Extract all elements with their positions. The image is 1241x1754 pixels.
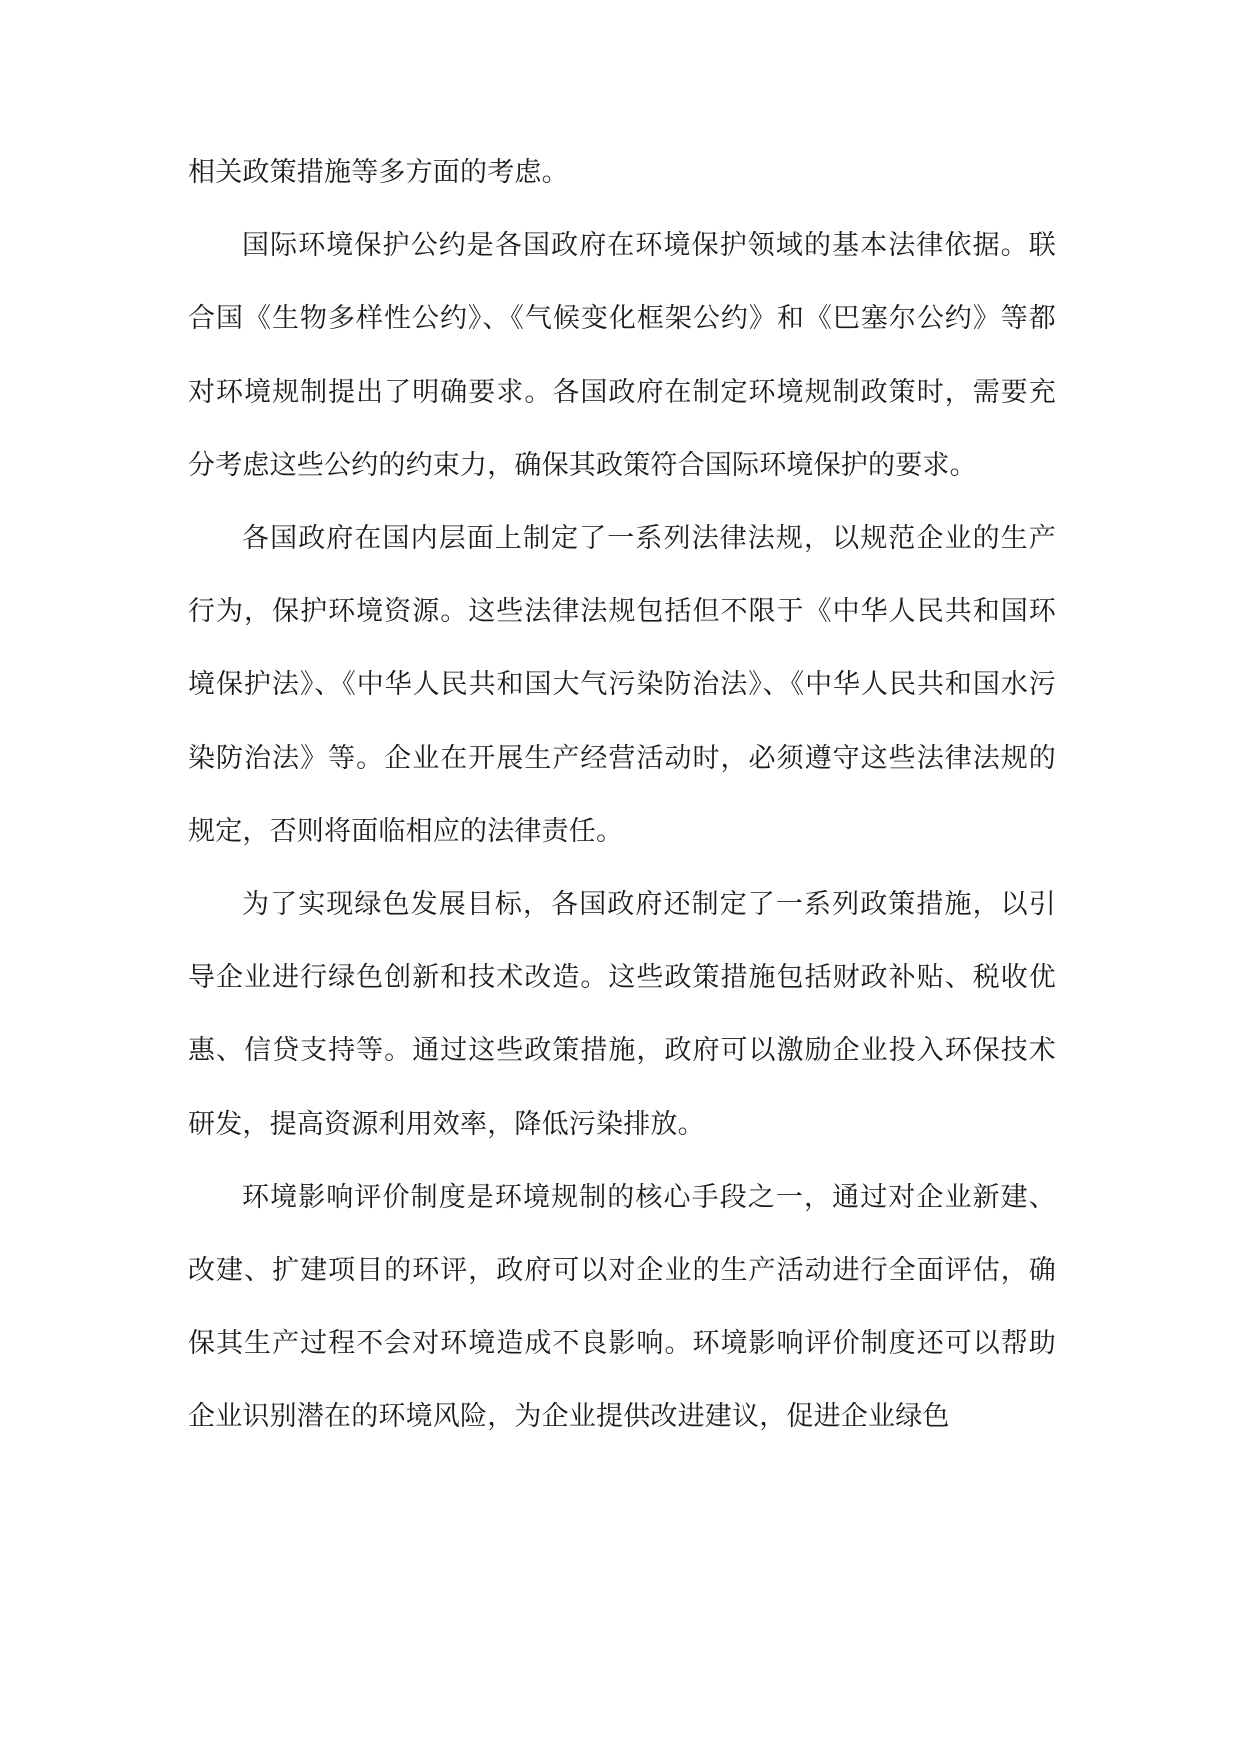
- paragraph-international-conventions: 国际环境保护公约是各国政府在环境保护领域的基本法律依据。联合国《生物多样性公约》、《气候变化框架公约》和《巴塞尔公约》等都对环境规制提出了明确要求。各国政府在制定环境规制政策时，需要充分考虑这些公约的约束力，确保其政策符合国际环境保护的要求。: [188, 230, 1056, 481]
- paragraph-domestic-laws: 各国政府在国内层面上制定了一系列法律法规，以规范企业的生产行为，保护环境资源。这些法律法规包括但不限于《中华人民共和国环境保护法》、《中华人民共和国大气污染防治法》、《中华人民共和国水污染防治法》等。企业在开展生产经营活动时，必须遵守这些法律法规的规定，否则将面临相应的法律责任。: [188, 523, 1056, 847]
- paragraph-environmental-impact-assessment: 环境影响评价制度是环境规制的核心手段之一，通过对企业新建、改建、扩建项目的环评，政府可以对企业的生产活动进行全面评估，确保其生产过程不会对环境造成不良影响。环境影响评价制度还可以帮助企业识别潜在的环境风险，为企业提供改进建议，促进企业绿色: [188, 1181, 1056, 1433]
- paragraph-policy-measures: 为了实现绿色发展目标，各国政府还制定了一系列政策措施，以引导企业进行绿色创新和技术改造。这些政策措施包括财政补贴、税收优惠、信贷支持等。通过这些政策措施，政府可以激励企业投入环保技术研发，提高资源利用效率，降低污染排放。: [188, 889, 1056, 1140]
- paragraph-continued: 相关政策措施等多方面的考虑。: [188, 157, 569, 188]
- body-text: [188, 136, 1056, 1454]
